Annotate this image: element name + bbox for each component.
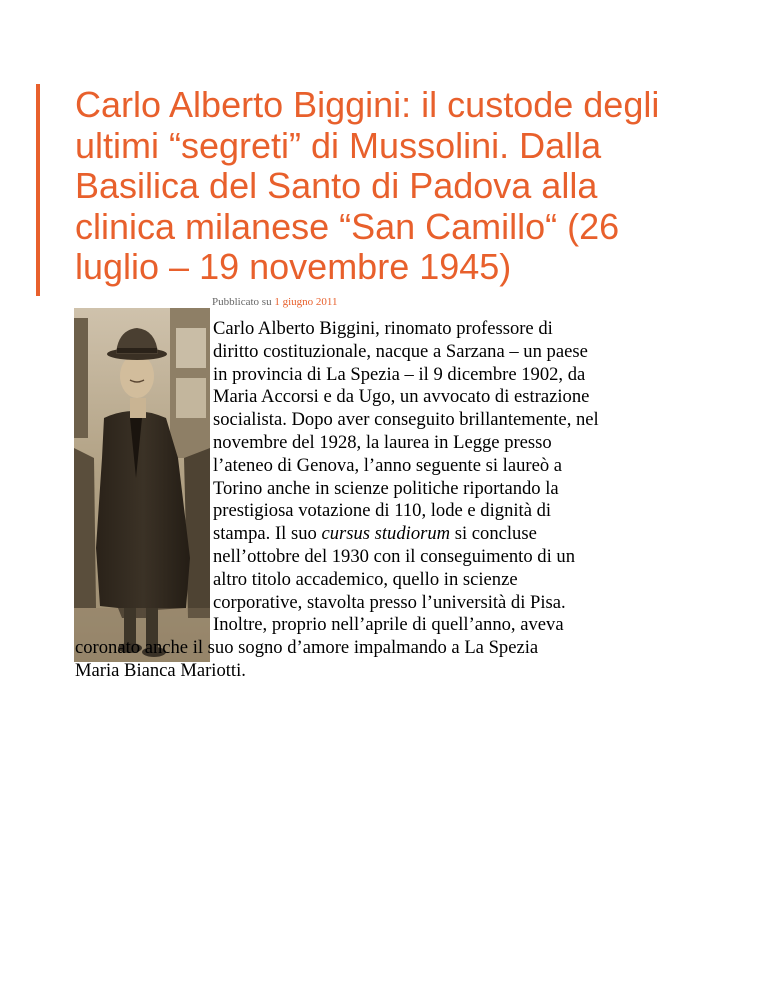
title-line: luglio – 19 novembre 1945) xyxy=(75,246,512,287)
body-line: Torino anche in scienze politiche riportando la xyxy=(213,477,559,499)
body-line xyxy=(75,523,715,546)
body-line: coronato anche il suo sogno d’amore impalmando a La Spezia xyxy=(75,637,539,659)
body-line: corporative, stavolta presso l’università di Pisa. xyxy=(213,591,566,613)
title-line: ultimi “segreti” di Mussolini. Dalla xyxy=(75,124,602,166)
body-text: stampa. Il suo xyxy=(213,523,322,545)
body-line: Maria Bianca Mariotti. xyxy=(75,659,246,681)
body-line: nell’ottobre del 1930 con il conseguimento di un xyxy=(213,545,575,567)
body-line: in provincia di La Spezia – il 9 dicembre 1902, da xyxy=(213,363,586,385)
title-line: Basilica del Santo di Padova alla xyxy=(75,165,598,206)
body-line: prestigiosa votazione di 110, lode e dignità di xyxy=(213,500,552,522)
title-accent-bar xyxy=(36,84,40,296)
publish-meta xyxy=(212,296,338,308)
latin-term: cursus studiorum xyxy=(321,523,451,545)
publish-prefix: Pubblicato su xyxy=(212,296,272,308)
publish-date-link[interactable]: 1 giugno 2011 xyxy=(274,296,338,308)
body-line: novembre del 1928, la laurea in Legge presso xyxy=(213,431,552,453)
article-body xyxy=(75,318,715,683)
body-line: diritto costituzionale, nacque a Sarzana – un paese xyxy=(213,340,588,362)
title-line: clinica milanese “San Camillo“ (26 xyxy=(75,205,620,247)
body-line: altro titolo accademico, quello in scienze xyxy=(213,568,518,590)
body-line: Maria Accorsi e da Ugo, un avvocato di estrazione xyxy=(213,386,590,408)
title-line: Carlo Alberto Biggini: il custode degli xyxy=(75,84,660,125)
article-title xyxy=(75,85,685,288)
body-line: Inoltre, proprio nell’aprile di quell’anno, aveva xyxy=(213,614,564,636)
body-text: si concluse xyxy=(450,523,537,545)
body-line: l’ateneo di Genova, l’anno seguente si laureò a xyxy=(213,454,563,476)
body-line: Carlo Alberto Biggini, rinomato professore di xyxy=(213,318,553,339)
body-line: socialista. Dopo aver conseguito brillantemente, nel xyxy=(213,409,599,431)
